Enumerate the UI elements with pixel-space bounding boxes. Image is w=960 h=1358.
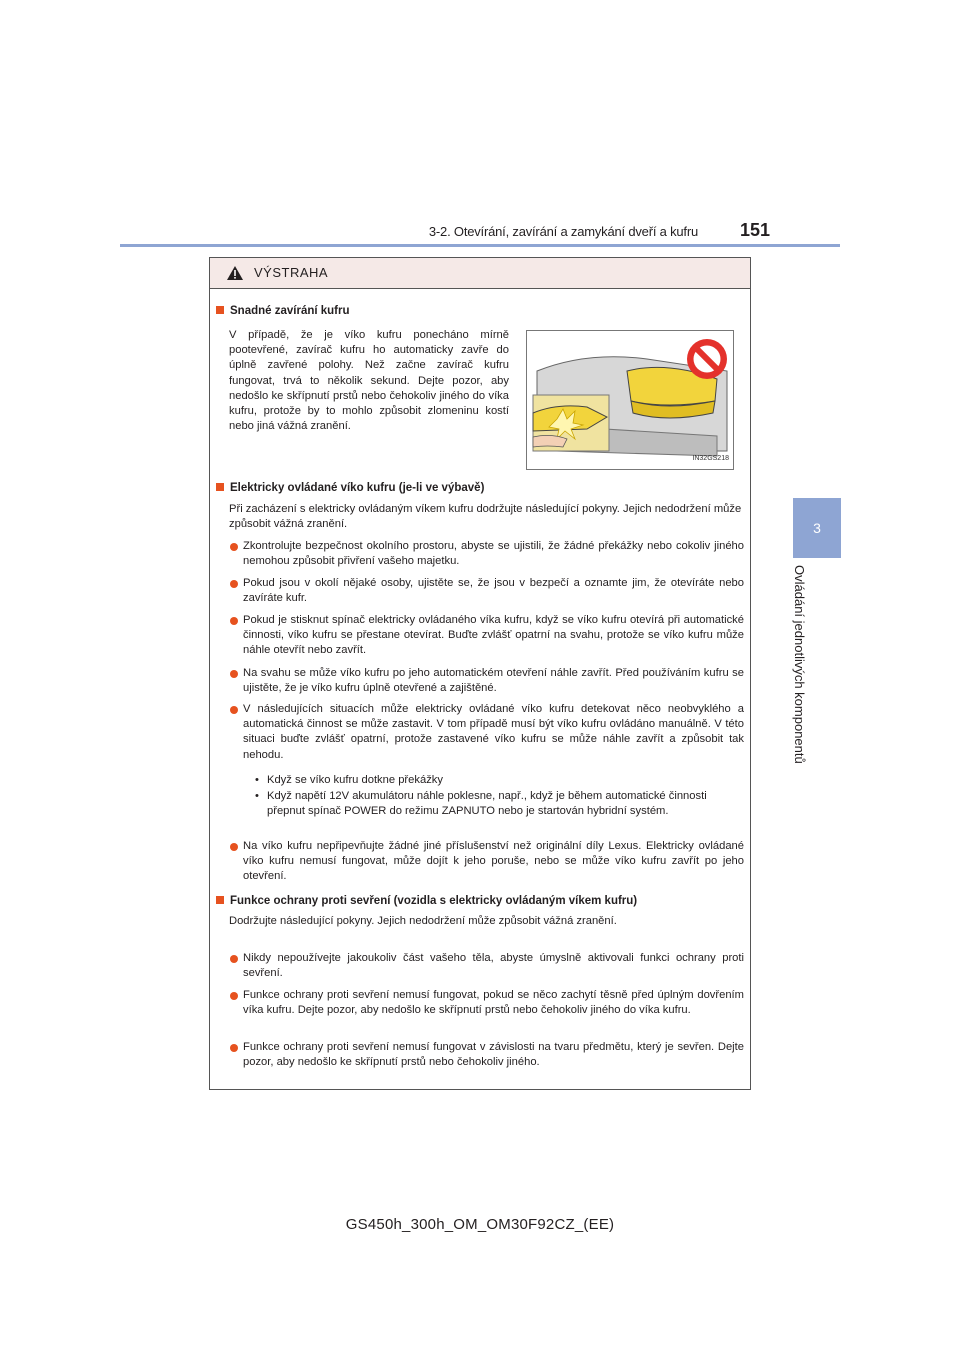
warning-title: VÝSTRAHA [254, 265, 329, 280]
section-title [216, 304, 350, 319]
section-title-text: Snadné zavírání kufru [230, 305, 350, 317]
sub-bullet-item: • Když se víko kufru dotkne překážky [255, 773, 745, 788]
trunk-closer-illustration [526, 330, 734, 470]
bullet-item: Pokud je stisknut spínač elektricky ovládaného víka kufru, když se víko kufru otevírá při automatické činnosti, víko kufru se přestane otevírat. Buďte zvlášť opatrní na svahu, protože se víko kufru může náhle otevřít nebo zavřít. [229, 613, 744, 659]
bullet-item: V následujících situacích může elektricky ovládané víko kufru detekovat něco neobvyklého a automatická činnost se může zastavit. V tom případě musí být víko kufru ovládáno manuálně. V této situaci buďte zvlášť opatrní, protože zastavené víko kufru se může náhle zavřít a způsobit tak nehodu. [229, 702, 744, 763]
page-number: 151 [740, 220, 771, 240]
bullet-item: Nikdy nepoužívejte jakoukoliv část vašeho těla, abyste úmyslně aktivovali funkci ochrany proti sevření. [229, 951, 744, 981]
bullet-item: Funkce ochrany proti sevření nemusí fungovat, pokud se něco zachytí těsně před úplným dovřením víka kufru. Dejte pozor, aby nedošlo ke skřípnutí prstů nebo čehokoliv jiného do víka kufru. [229, 988, 744, 1018]
section-intro: Dodržujte následující pokyny. Jejich nedodržení může způsobit vážná zranění. [229, 915, 617, 927]
trunk-lid-drawing [527, 331, 733, 469]
square-bullet-icon [216, 896, 224, 904]
bullet-item: Na víko kufru nepřipevňujte žádné jiné příslušenství než originální díly Lexus. Elektricky ovládané víko kufru nemusí fungovat, může dojít k jeho poruše, nebo se může víko kufru zavřít po jeho otevření. [229, 839, 744, 885]
bullet-item: Na svahu se může víko kufru po jeho automatickém otevření náhle zavřít. Před používáním kufru se ujistěte, že je víko kufru úplně otevřené a zajištěné. [229, 666, 744, 696]
chapter-title: Ovládání jednotlivých komponentů [792, 565, 807, 764]
paragraph: V případě, že je víko kufru ponecháno mírně pootevřené, zavírač kufru ho automaticky zavře do úplně zavřené polohy. Než začne zavírač kufru fungovat, trvá to několik sekund. Dejte pozor, aby nedošlo ke skřípnutí prstů nebo čehokoliv jiného do víka kufru, protože by to mohlo způsobit zlomeninu kostí nebo jiná vážná zranění. [229, 329, 509, 433]
section-title-text: Elektricky ovládané víko kufru (je-li ve výbavě) [230, 482, 485, 494]
section-title [216, 894, 637, 909]
sub-bullet-item: • Když napětí 12V akumulátoru náhle poklesne, např., když je během automatické činnosti přepnut spínač POWER do režimu ZAPNUTO nebo je startován hybridní systém. [255, 789, 745, 819]
warning-triangle-icon [226, 265, 244, 281]
bullet-item: Pokud jsou v okolí nějaké osoby, ujistěte se, že jsou v bezpečí a oznamte jim, že otevíráte nebo zavíráte kufr. [229, 576, 744, 606]
section-title [216, 481, 484, 496]
header-rule [120, 244, 840, 247]
warning-header [210, 258, 750, 289]
chapter-tab: 3 [793, 498, 841, 558]
section-intro: Při zacházení s elektricky ovládaným víkem kufru dodržujte následující pokyny. Jejich nedodržení může způsobit vážná zranění. [229, 503, 742, 531]
bullet-item: Funkce ochrany proti sevření nemusí fungovat v závislosti na tvaru předmětu, který je sevřen. Dejte pozor, aby nedošlo ke skřípnutí prstů nebo čehokoliv jiného. [229, 1040, 744, 1070]
illustration-code: IN32GS218 [692, 454, 729, 462]
warning-box [209, 257, 751, 1090]
square-bullet-icon [216, 306, 224, 314]
header-section-title: 3-2. Otevírání, zavírání a zamykání dveří a kufru [428, 224, 698, 239]
section-title-text: Funkce ochrany proti sevření (vozidla s elektricky ovládaným víkem kufru) [230, 895, 638, 907]
bullet-item: Zkontrolujte bezpečnost okolního prostoru, abyste se ujistili, že žádné překážky nebo cokoliv jiného nemohou způsobit přivření vašeho majetku. [229, 539, 744, 569]
footer-doc-code: GS450h_300h_OM_OM30F92CZ_(EE) [345, 1216, 615, 1233]
square-bullet-icon [216, 483, 224, 491]
